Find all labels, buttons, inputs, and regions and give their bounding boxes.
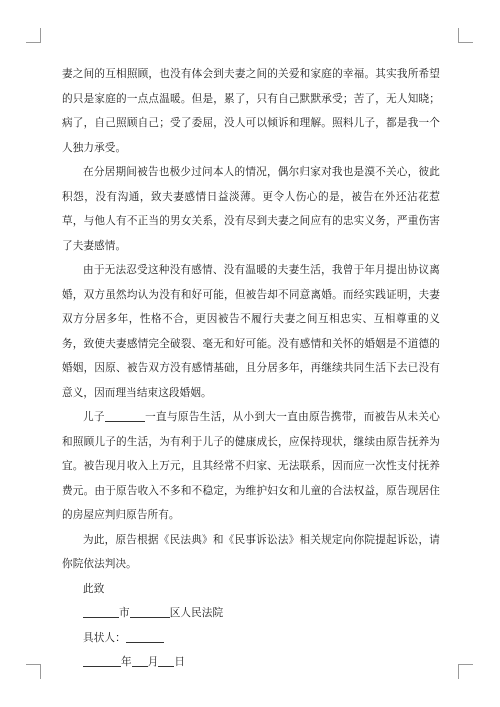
paragraph-separation: 在分居期间被告也极少过问本人的情况，偶尔归家对我也是漠不关心，彼此积怨，没有沟通，致夫妻感情日益淡薄。更令人伤心的是，被告在外还沾花惹草，与他人有不正当的男女关系，没有尽到夫妻之间应有的忠实义务，严重伤害了夫妻感情。 bbox=[62, 166, 440, 252]
crop-mark-bottom-left bbox=[26, 664, 41, 679]
city-suffix: 市 bbox=[119, 607, 130, 619]
city-blank[interactable] bbox=[83, 605, 119, 618]
son-name-blank[interactable] bbox=[105, 409, 145, 422]
paragraph-continued: 妻之间的互相照顾，也没有体会到夫妻之间的关爱和家庭的幸福。其实我所希望的只是家庭的一点点温暖。但是，累了，只有自己默默承受；苦了，无人知晓；病了，自己照顾自己；受了委屈，没人可以倾诉和理解。照料儿子，都是我一个人独力承受。 bbox=[62, 68, 440, 154]
crop-mark-top-right bbox=[458, 28, 473, 43]
month-blank[interactable] bbox=[132, 654, 148, 667]
custody-text: 一直与原告生活，从小到大一直由原告携带，而被告从未关心和照顾儿子的生活，为有利于儿子的健康成长，应保持现状，继续由原告抚养为宜。被告现月收入上万元，且其经常不归家、无法联系，因而应一次性支付抚养费元。由于原告收入不多和不稳定，为维护妇女和儿童的合法权益，原告现居住的房屋应判归原告所有。 bbox=[62, 411, 441, 521]
year-label: 年 bbox=[121, 656, 132, 668]
crop-mark-top-left bbox=[26, 28, 41, 43]
district-blank[interactable] bbox=[130, 605, 170, 618]
month-label: 月 bbox=[147, 656, 159, 668]
paragraph-custody bbox=[62, 405, 440, 528]
day-blank[interactable] bbox=[158, 654, 174, 667]
document-body bbox=[62, 62, 440, 675]
day-label: 日 bbox=[174, 656, 186, 668]
custody-prefix: 儿子 bbox=[83, 411, 105, 423]
signature-blank[interactable] bbox=[126, 630, 164, 643]
paragraph-divorce-reason: 由于无法忍受这种没有感情、没有温暖的夫妻生活，我曾于年月提出协议离婚，双方虽然均认为没有和好可能，但被告却不同意离婚。而经实践证明，夫妻双方分居多年，性格不合，更因被告不履行夫妻之间互相忠实、互相尊重的义务，致使夫妻感情完全破裂、毫无和好可能。没有感情和关怀的婚姻是不道德的婚姻，因原、被告双方没有感情基础，且分居多年，再继续共同生活下去已没有意义，因而理当结束这段婚姻。 bbox=[62, 264, 440, 399]
court-suffix: 区人民法院 bbox=[169, 607, 224, 619]
court-line bbox=[62, 601, 440, 626]
date-line bbox=[62, 650, 440, 675]
signature-line bbox=[62, 626, 440, 651]
salutation: 此致 bbox=[83, 582, 105, 595]
crop-mark-bottom-right bbox=[458, 664, 473, 679]
paragraph-closing: 为此，原告根据《民法典》和《民事诉讼法》相关规定向你院提起诉讼，请你院依法判决。 bbox=[62, 533, 440, 570]
year-blank[interactable] bbox=[83, 654, 121, 667]
signature-label: 具状人： bbox=[83, 631, 126, 644]
